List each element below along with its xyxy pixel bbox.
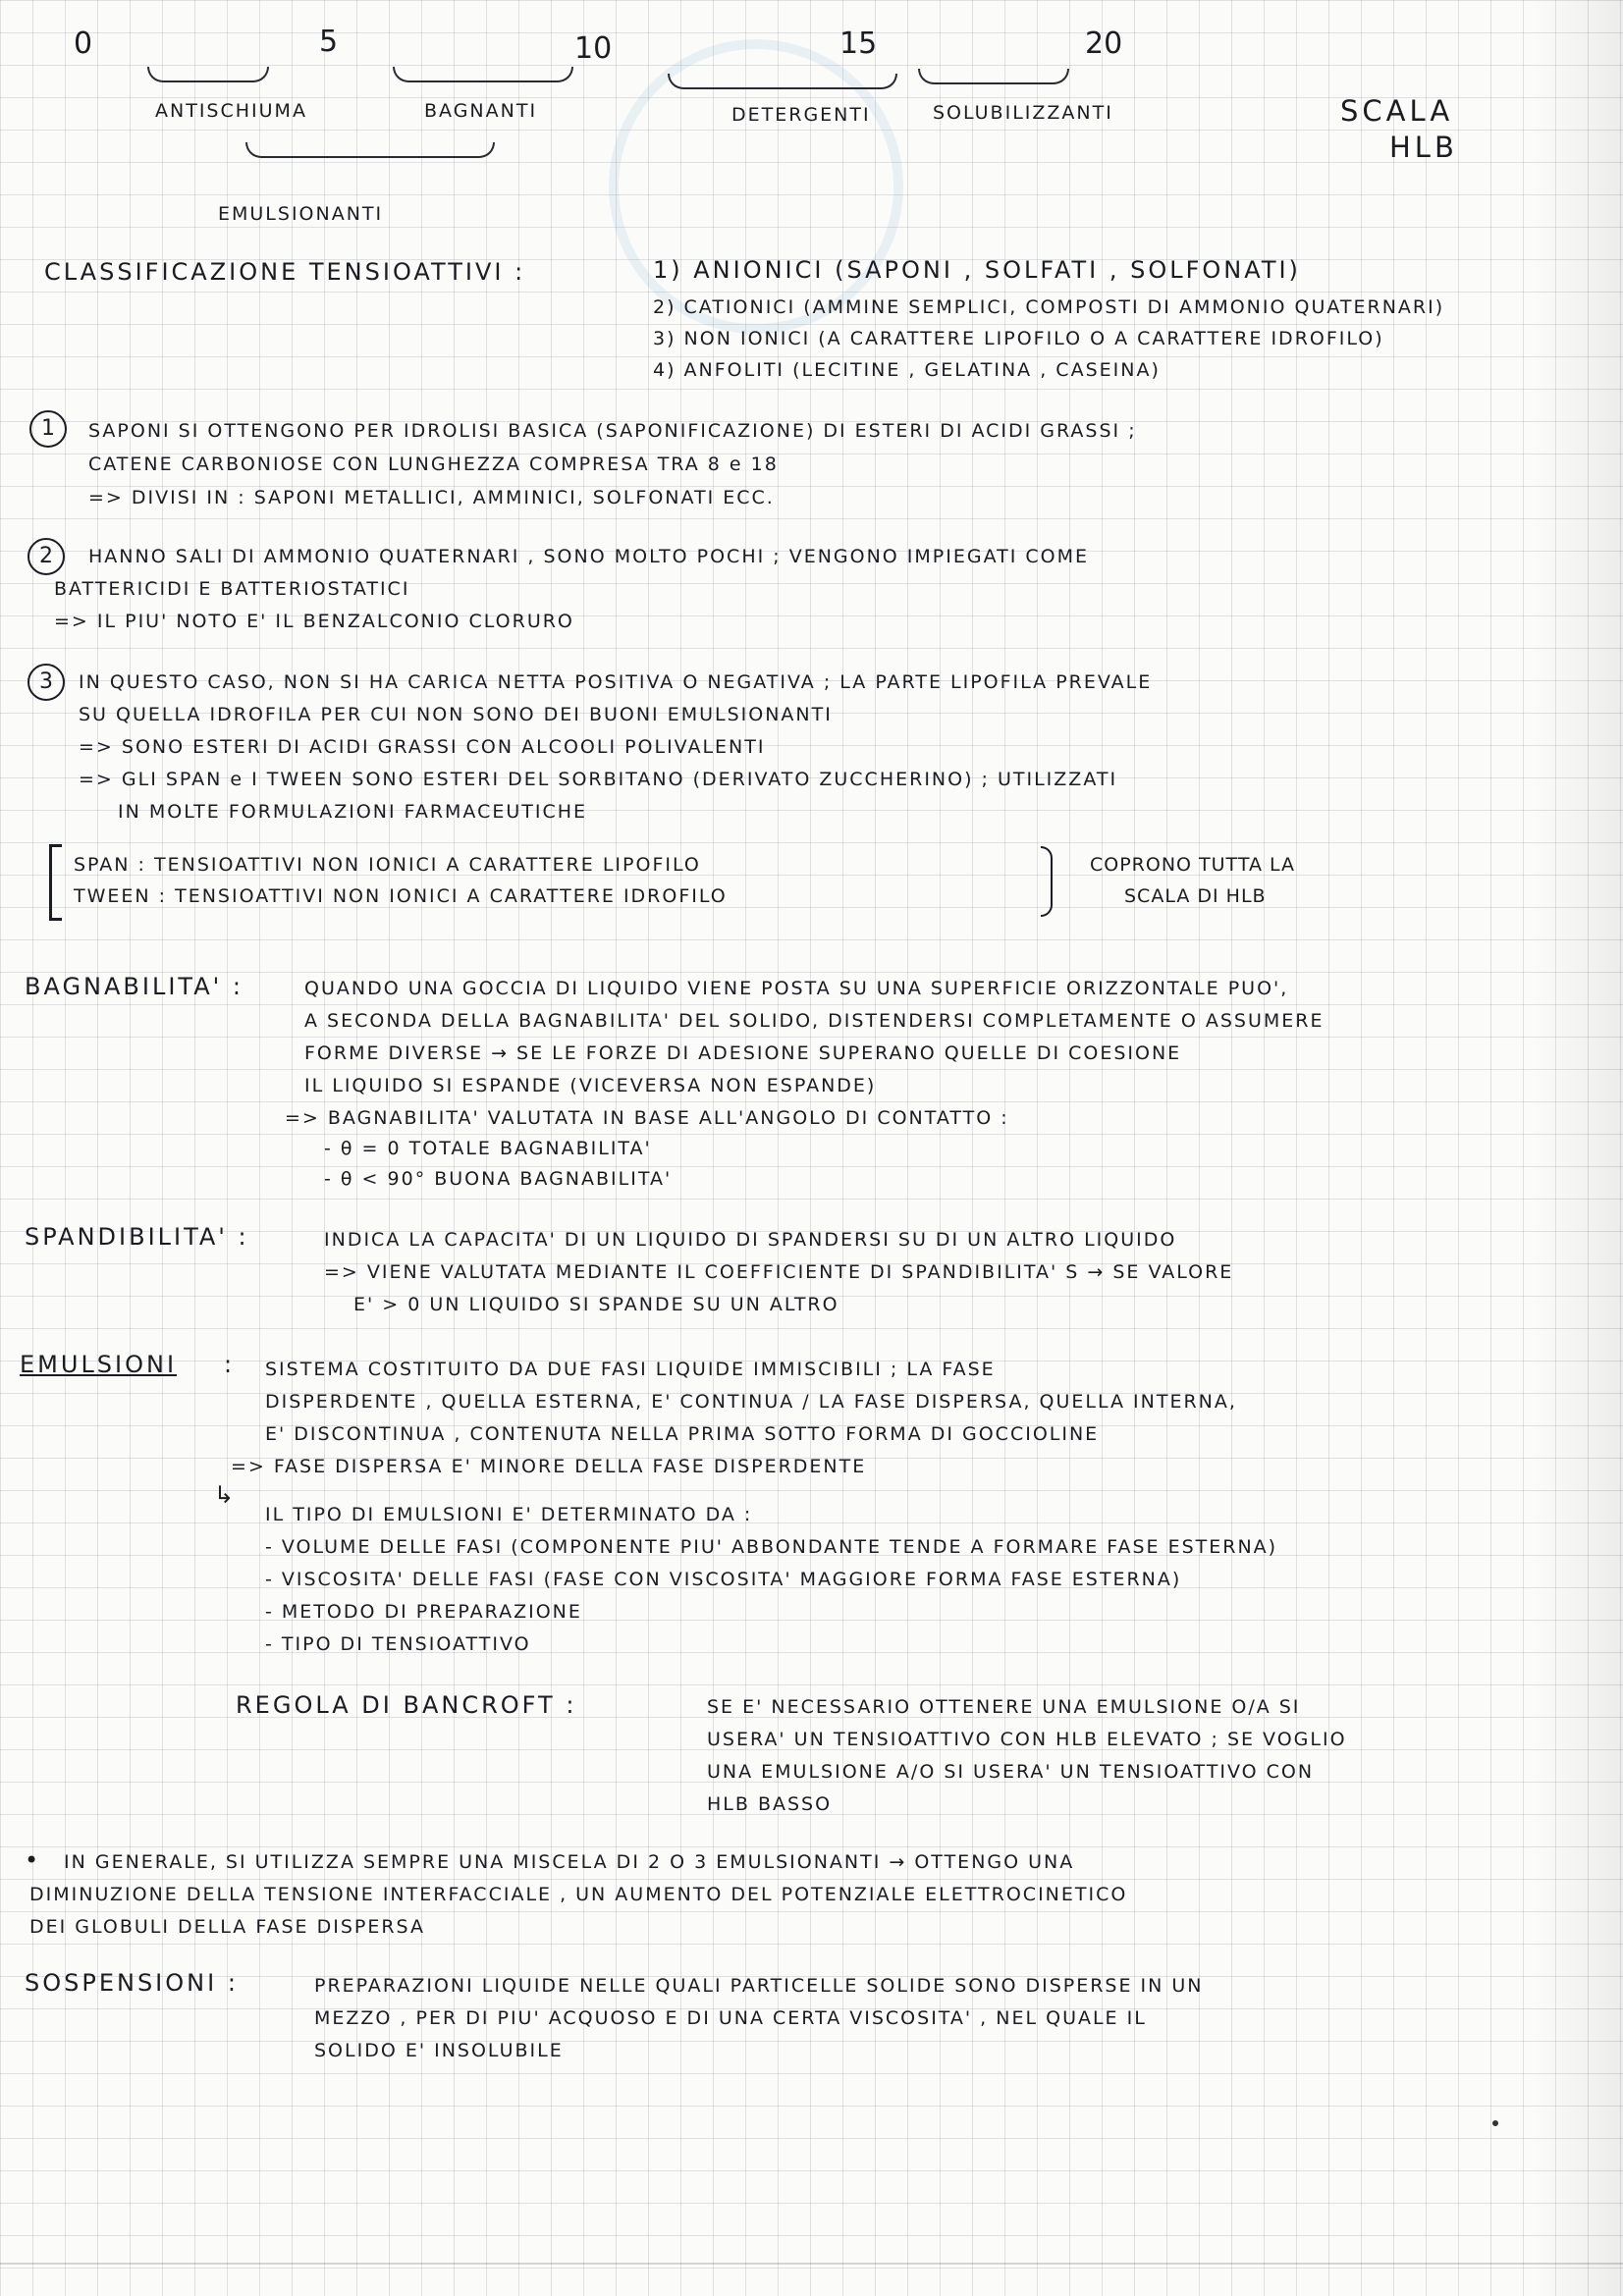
bagnabilita-line-3: FORME DIVERSE → SE LE FORZE DI ADESIONE SUPERANO QUELLE DI COESIONE (304, 1042, 1182, 1064)
emulsioni-line-3: E' DISCONTINUA , CONTENUTA NELLA PRIMA SOTTO FORMA DI GOCCIOLINE (265, 1423, 1100, 1445)
section-marker-2: 2 (27, 538, 65, 575)
spandibilita-line-1: INDICA LA CAPACITA' DI UN LIQUIDO DI SPANDERSI SU DI UN ALTRO LIQUIDO (324, 1229, 1177, 1251)
emulsioni-factor-1: - VOLUME DELLE FASI (COMPONENTE PIU' ABBONDANTE TENDE A FORMARE FASE ESTERNA) (265, 1536, 1278, 1558)
classification-item-1: 1) ANIONICI (SAPONI , SOLFATI , SOLFONATI) (653, 256, 1301, 284)
generale-line-1: IN GENERALE, SI UTILIZZA SEMPRE UNA MISCELA DI 2 O 3 EMULSIONANTI → OTTENGO UNA (64, 1851, 1075, 1873)
bagnabilita-term: BAGNABILITA' : (25, 973, 243, 1000)
curved-arrow-icon: ↳ (214, 1481, 235, 1509)
emulsioni-type-heading: IL TIPO DI EMULSIONI E' DETERMINATO DA : (265, 1504, 753, 1525)
hlb-tick-0: 0 (74, 27, 93, 61)
sospensioni-line-2: MEZZO , PER DI PIU' ACQUOSO E DI UNA CERTA VISCOSITA' , NEL QUALE IL (314, 2007, 1147, 2029)
emulsioni-term: EMULSIONI (20, 1351, 178, 1378)
bagnabilita-line-1: QUANDO UNA GOCCIA DI LIQUIDO VIENE POSTA SU UNA SUPERFICIE ORIZZONTALE PUO', (304, 978, 1289, 999)
section1-line-3: => DIVISI IN : SAPONI METALLICI, AMMINICI, SOLFONATI ECC. (88, 487, 775, 508)
classification-item-4: 4) ANFOLITI (LECITINE , GELATINA , CASEINA) (653, 359, 1161, 381)
bagnabilita-line-6: - θ = 0 TOTALE BAGNABILITA' (324, 1138, 652, 1159)
page-edge-shadow (1535, 0, 1623, 2296)
generale-line-2: DIMINUZIONE DELLA TENSIONE INTERFACCIALE , UN AUMENTO DEL POTENZIALE ELETTROCINETICO (29, 1884, 1128, 1905)
span-line: SPAN : TENSIOATTIVI NON IONICI A CARATTERE LIPOFILO (74, 854, 701, 876)
section2-line-2: BATTERICIDI E BATTERIOSTATICI (54, 578, 410, 600)
span-tween-note-1: COPRONO TUTTA LA (1090, 854, 1296, 876)
bancroft-term: REGOLA DI BANCROFT : (236, 1691, 577, 1719)
brace-bagnanti (393, 67, 573, 82)
section2-line-1: HANNO SALI DI AMMONIO QUATERNARI , SONO MOLTO POCHI ; VENGONO IMPIEGATI COME (88, 546, 1089, 567)
hlb-title-line1: SCALA (1340, 94, 1454, 128)
emulsioni-line-4: => FASE DISPERSA E' MINORE DELLA FASE DISPERDENTE (231, 1456, 867, 1477)
generale-line-3: DEI GLOBULI DELLA FASE DISPERSA (29, 1916, 425, 1938)
ink-dot (1492, 2120, 1498, 2126)
classification-heading: CLASSIFICAZIONE TENSIOATTIVI : (44, 258, 526, 286)
page-bottom-edge (0, 2263, 1623, 2265)
range-detergenti: DETERGENTI (731, 104, 871, 126)
bullet: • (25, 1846, 39, 1874)
spandibilita-term: SPANDIBILITA' : (25, 1223, 249, 1251)
hlb-title-line2: HLB (1389, 131, 1458, 164)
section2-line-3: => IL PIU' NOTO E' IL BENZALCONIO CLORURO (54, 611, 574, 632)
section1-line-2: CATENE CARBONIOSE CON LUNGHEZZA COMPRESA TRA 8 e 18 (88, 454, 779, 475)
classification-item-2: 2) CATIONICI (AMMINE SEMPLICI, COMPOSTI DI AMMONIO QUATERNARI) (653, 296, 1445, 318)
bagnabilita-line-5: => BAGNABILITA' VALUTATA IN BASE ALL'ANGOLO DI CONTATTO : (285, 1107, 1009, 1129)
emulsioni-colon: : (224, 1351, 236, 1378)
bagnabilita-line-2: A SECONDA DELLA BAGNABILITA' DEL SOLIDO, DISTENDERSI COMPLETAMENTE O ASSUMERE (304, 1010, 1325, 1032)
bancroft-line-1: SE E' NECESSARIO OTTENERE UNA EMULSIONE O/A SI (707, 1696, 1301, 1718)
brace-solubilizzanti (918, 69, 1069, 84)
bancroft-line-3: UNA EMULSIONE A/O SI USERA' UN TENSIOATTIVO CON (707, 1761, 1315, 1783)
section-marker-3: 3 (27, 664, 65, 701)
section3-line-5: IN MOLTE FORMULAZIONI FARMACEUTICHE (118, 801, 588, 823)
emulsioni-factor-3: - METODO DI PREPARAZIONE (265, 1601, 582, 1623)
section-marker-1: 1 (29, 410, 67, 448)
classification-item-3: 3) NON IONICI (A CARATTERE LIPOFILO O A CARATTERE IDROFILO) (653, 328, 1384, 349)
section3-line-2: SU QUELLA IDROFILA PER CUI NON SONO DEI BUONI EMULSIONANTI (79, 704, 833, 725)
range-antischiuma: ANTISCHIUMA (155, 100, 307, 122)
brace-antischiuma (147, 67, 269, 82)
range-bagnanti: BAGNANTI (424, 100, 538, 122)
left-bracket (49, 844, 62, 921)
section3-line-3: => SONO ESTERI DI ACIDI GRASSI CON ALCOOLI POLIVALENTI (79, 736, 766, 758)
span-tween-note-2: SCALA DI HLB (1124, 885, 1267, 907)
emulsioni-factor-2: - VISCOSITA' DELLE FASI (FASE CON VISCOSITA' MAGGIORE FORMA FASE ESTERNA) (265, 1569, 1182, 1590)
right-brace (1041, 846, 1053, 917)
brace-detergenti (668, 74, 897, 89)
range-emulsionanti: EMULSIONANTI (218, 203, 384, 225)
hlb-tick-5: 5 (319, 25, 339, 59)
emulsioni-factor-4: - TIPO DI TENSIOATTIVO (265, 1633, 531, 1655)
emulsioni-line-2: DISPERDENTE , QUELLA ESTERNA, E' CONTINUA / LA FASE DISPERSA, QUELLA INTERNA, (265, 1391, 1237, 1413)
bancroft-line-4: HLB BASSO (707, 1793, 833, 1815)
section3-line-1: IN QUESTO CASO, NON SI HA CARICA NETTA POSITIVA O NEGATIVA ; LA PARTE LIPOFILA PREVALE (79, 671, 1153, 693)
spandibilita-line-2: => VIENE VALUTATA MEDIANTE IL COEFFICIENTE DI SPANDIBILITA' S → SE VALORE (324, 1261, 1234, 1283)
spandibilita-line-3: E' > 0 UN LIQUIDO SI SPANDE SU UN ALTRO (353, 1294, 839, 1315)
brace-emulsionanti (245, 142, 495, 158)
bagnabilita-line-4: IL LIQUIDO SI ESPANDE (VICEVERSA NON ESPANDE) (304, 1075, 877, 1096)
section1-line-1: SAPONI SI OTTENGONO PER IDROLISI BASICA (SAPONIFICAZIONE) DI ESTERI DI ACIDI GRASSI ; (88, 420, 1137, 442)
sospensioni-line-3: SOLIDO E' INSOLUBILE (314, 2040, 564, 2061)
bagnabilita-line-7: - θ < 90° BUONA BAGNABILITA' (324, 1168, 673, 1190)
hlb-tick-20: 20 (1085, 27, 1123, 61)
sospensioni-line-1: PREPARAZIONI LIQUIDE NELLE QUALI PARTICELLE SOLIDE SONO DISPERSE IN UN (314, 1975, 1204, 1997)
range-solubilizzanti: SOLUBILIZZANTI (933, 102, 1113, 124)
section3-line-4: => GLI SPAN e I TWEEN SONO ESTERI DEL SORBITANO (DERIVATO ZUCCHERINO) ; UTILIZZATI (79, 769, 1118, 790)
bancroft-line-2: USERA' UN TENSIOATTIVO CON HLB ELEVATO ; SE VOGLIO (707, 1729, 1347, 1750)
sospensioni-term: SOSPENSIONI : (25, 1969, 239, 1997)
emulsioni-line-1: SISTEMA COSTITUITO DA DUE FASI LIQUIDE IMMISCIBILI ; LA FASE (265, 1359, 996, 1380)
tween-line: TWEEN : TENSIOATTIVI NON IONICI A CARATTERE IDROFILO (74, 885, 728, 907)
hlb-tick-10: 10 (574, 31, 613, 66)
hlb-tick-15: 15 (839, 27, 878, 61)
